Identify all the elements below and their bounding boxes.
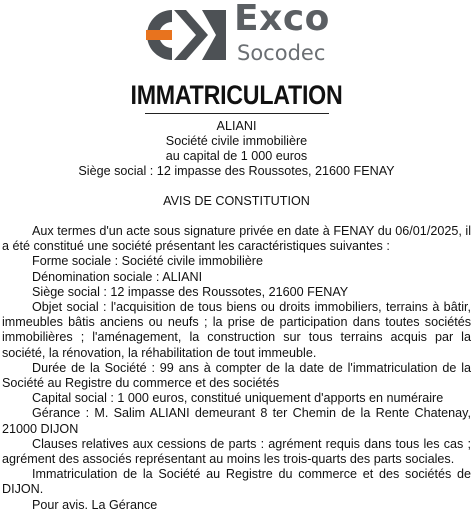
company-capital: au capital de 1 000 euros [165, 149, 308, 163]
brand-subname: Socodec [237, 41, 326, 65]
paragraph-gerance: Gérance : M. Salim ALIANI demeurant 8 ter Chemin de la Rente Chatenay, 21000 DIJON [2, 406, 471, 436]
paragraph-denomination: Dénomination sociale : ALIANI [32, 269, 203, 284]
paragraph-objet: Objet social : l'acquisition de tous biens ou droits immobiliers, terrains à bâtir, immeubles bâtis anciens ou neufs ; la prise de participation dans toutes sociétés immobilières ; l'aménagement, la construction sur tous terrains acquis par la société, la rénovation, la réhabilitation de tout immeuble. [2, 300, 471, 360]
exco-logo-mark-icon [138, 4, 226, 66]
paragraph-signature: Pour avis. La Gérance [32, 497, 158, 512]
paragraph-duree: Durée de la Société : 99 ans à compter de la date de l'immatriculation de la Société au Registre du commerce et des sociétés [2, 360, 471, 391]
company-header [0, 119, 473, 179]
brand-name: Exco [234, 0, 330, 39]
paragraph-clauses: Clauses relatives aux cessions de parts : agrément requis dans tous les cas ; agrément des associés représentant au moins les trois-quarts des parts sociales. [2, 436, 471, 467]
paragraph-siege: Siège social : 12 impasse des Roussotes, 21600 FENAY [32, 284, 349, 299]
company-form: Société civile immobilière [165, 134, 308, 148]
paragraph-immatriculation: Immatriculation de la Société au Registre du commerce et des sociétés de DIJON. [2, 467, 471, 497]
paragraph-capital: Capital social : 1 000 euros, constitué uniquement d'apports en numéraire [32, 391, 444, 406]
company-seat: Siège social : 12 impasse des Roussotes, 21600 FENAY [78, 164, 395, 178]
title-divider [145, 113, 329, 114]
exco-socodec-logo [138, 2, 338, 68]
paragraph-intro: Aux termes d'un acte sous signature privée en date à FENAY du 06/01/2025, il a été constitué une société présentant les caractéristiques suivantes : [2, 224, 471, 254]
section-title: AVIS DE CONSTITUTION [163, 194, 310, 208]
company-name: ALIANI [216, 119, 257, 133]
notice-title: IMMATRICULATION [130, 80, 343, 110]
paragraph-forme: Forme sociale : Société civile immobilière [32, 254, 263, 269]
notice-body [2, 224, 471, 513]
